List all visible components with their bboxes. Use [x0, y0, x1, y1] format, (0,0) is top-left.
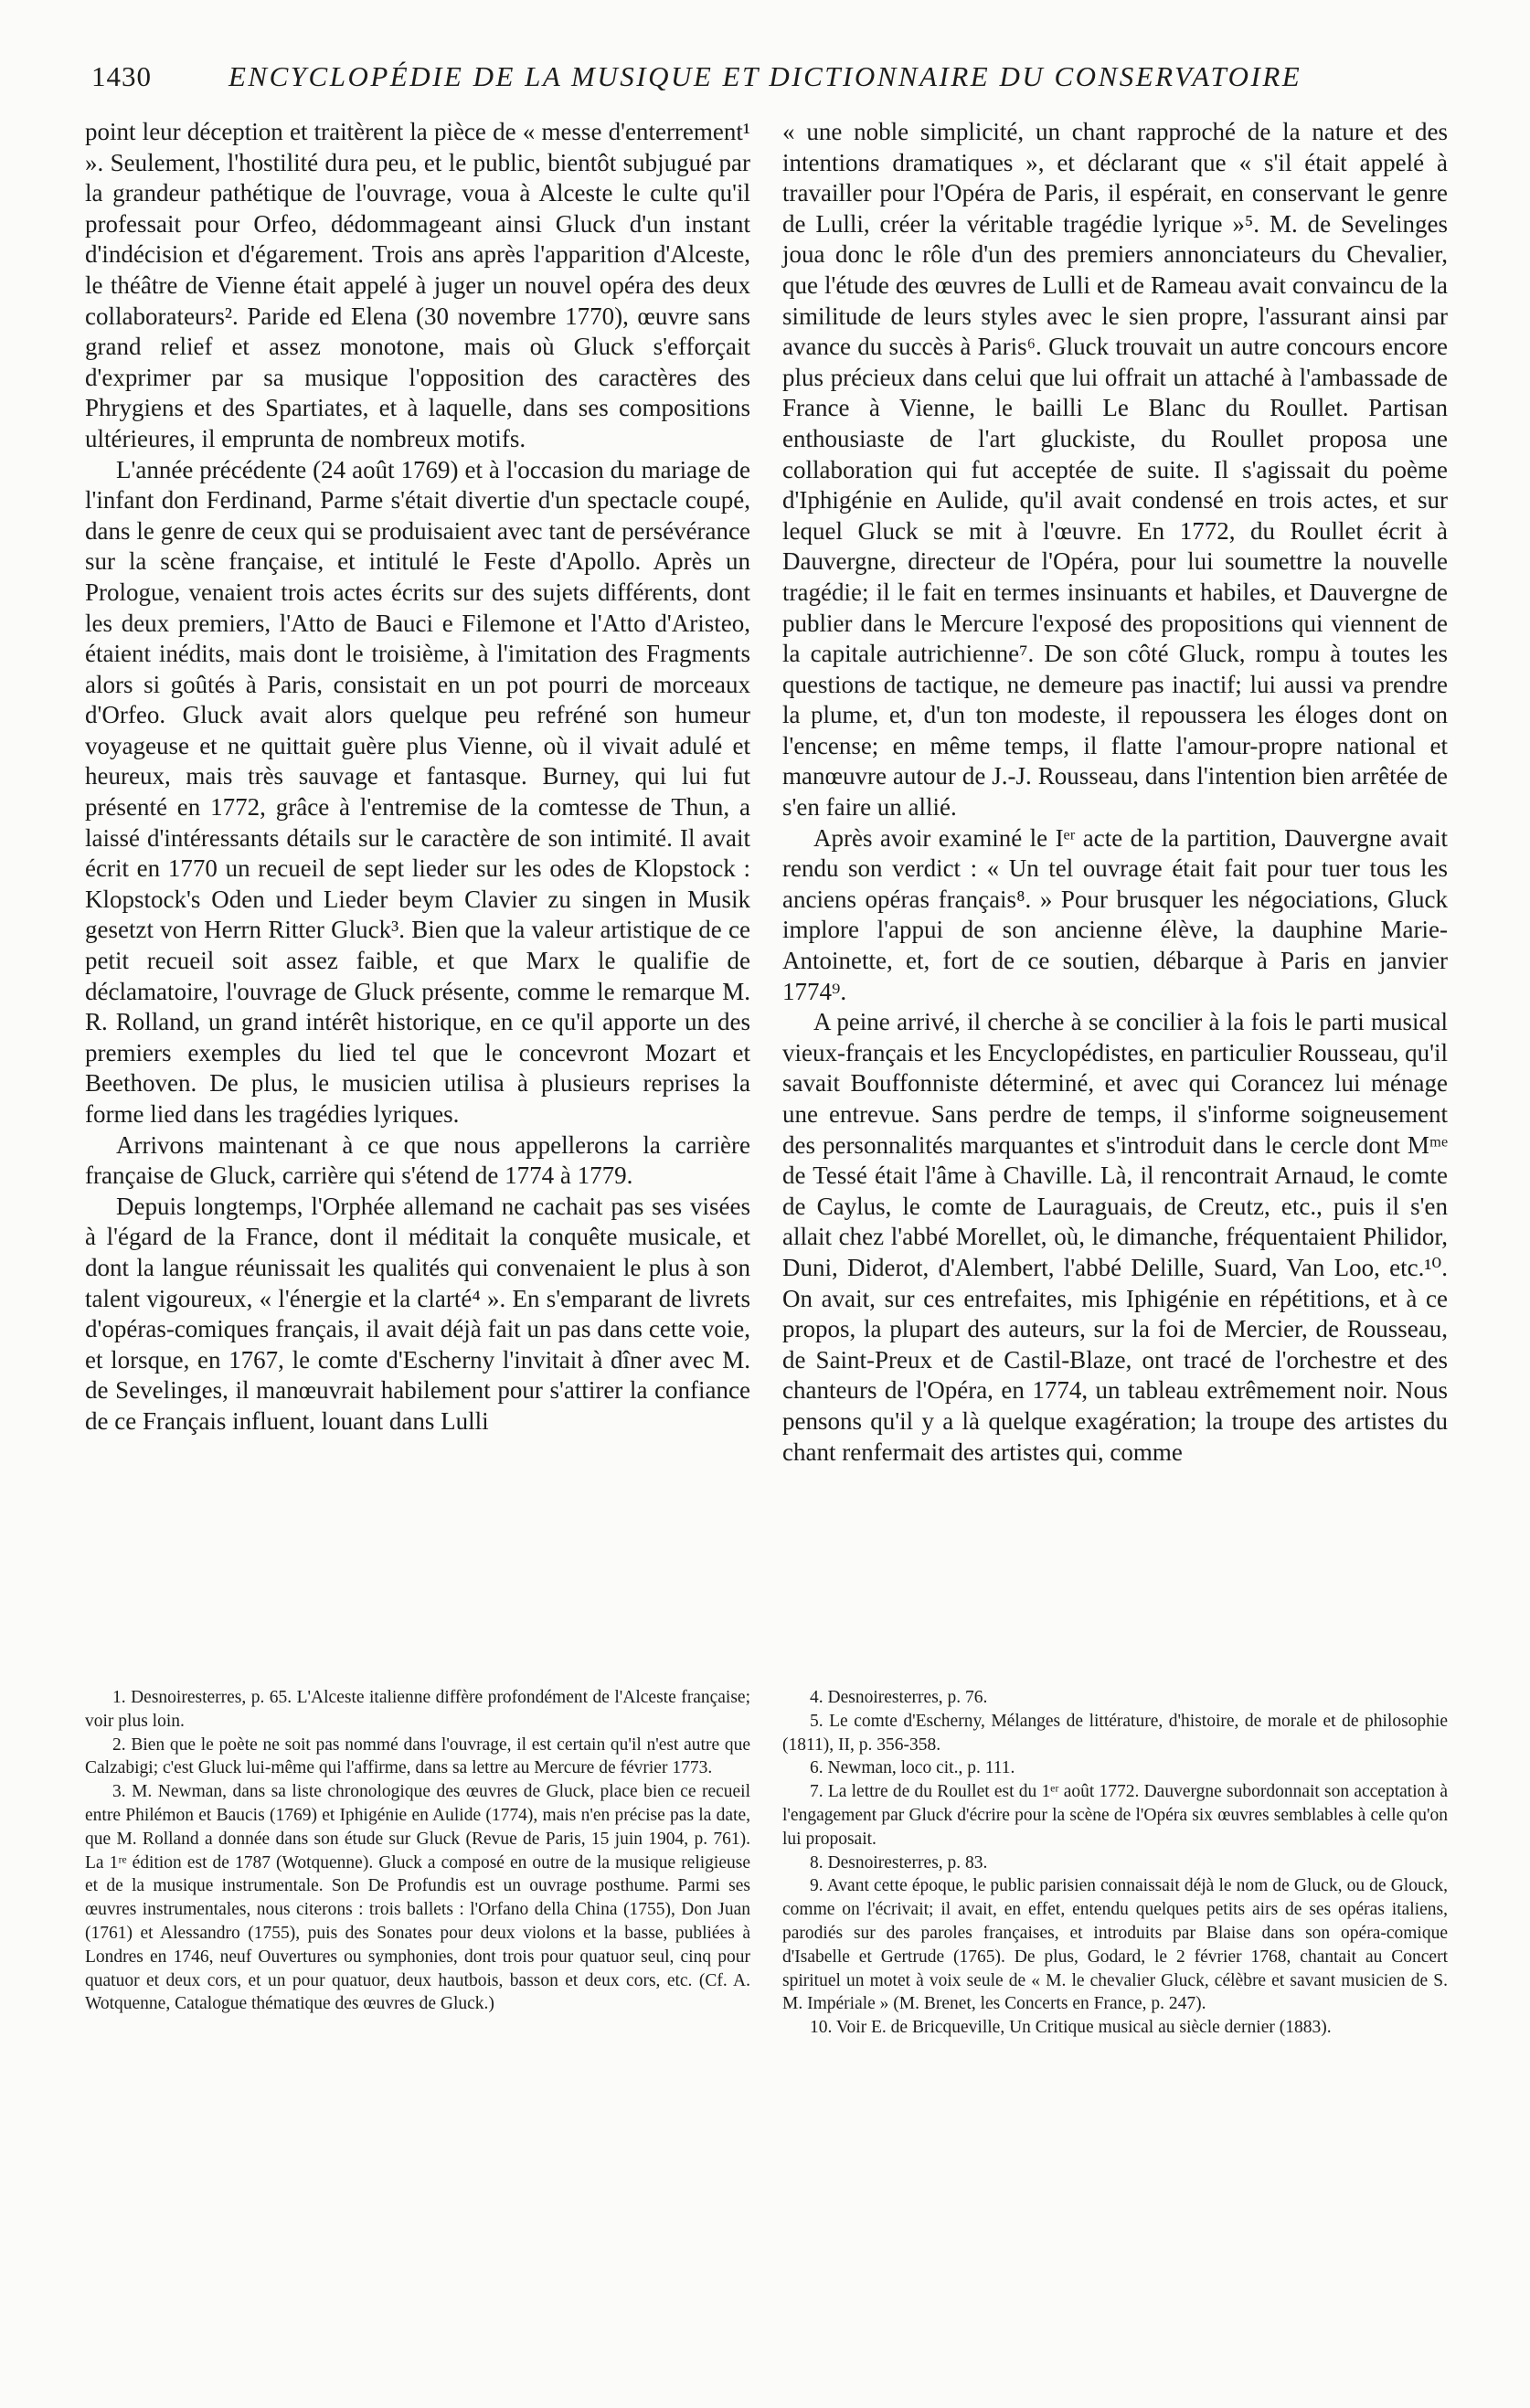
page-header	[91, 60, 1439, 102]
footnote: 7. La lettre de du Roullet est du 1ᵉʳ août 1772. Dauvergne subordonnait son acceptation à l'engagement par Gluck d'écrire pour la scène de l'Opéra six œuvres semblables à celle qu'on lui proposait.	[782, 1782, 1448, 1849]
footnote: 10. Voir E. de Bricqueville, Un Critique musical au siècle dernier (1883).	[810, 2018, 1332, 2038]
footnote: 9. Avant cette époque, le public parisien connaissait déjà le nom de Gluck, ou de Glouck, comme on l'écrivait; il avait, en effet, entendu quelques petits airs de ses opéras italiens, parodiés sur des paroles françaises, et introduits par Blaise dans son opéra-comique d'Isabelle et Gertrude (1765). De plus, Godard, le 2 février 1768, chantait au Concert spirituel un motet à voix seule de « M. le chevalier Gluck, célèbre et savant musicien de S. M. Impériale » (M. Brenet, les Concerts en France, p. 247).	[782, 1876, 1448, 2014]
footnote: 2. Bien que le poète ne soit pas nommé dans l'ouvrage, il est certain qu'il n'est autre que Calzabigi; c'est Gluck lui-même qui l'affirme, dans sa lettre au Mercure de février 1773.	[85, 1734, 750, 1778]
paragraph: Après avoir examiné le Iᵉʳ acte de la partition, Dauvergne avait rendu son verdict : « Un tel ouvrage était fait pour tuer tous les anciens opéras français⁸. » Pour brusquer les négociations, Gluck implore l'appui de son ancienne élève, la dauphine Marie-Antoinette, et, fort de ce soutien, débarque à Paris en janvier 1774⁹.	[782, 823, 1448, 1005]
left-text-column	[85, 117, 750, 1437]
footnotes-left	[85, 1686, 750, 2016]
footnote: 4. Desnoiresterres, p. 76.	[810, 1688, 988, 1707]
paragraph: Arrivons maintenant à ce que nous appellerons la carrière française de Gluck, carrière qui s'étend de 1774 à 1779.	[85, 1130, 750, 1190]
paragraph: point leur déception et traitèrent la pièce de « messe d'enterrement¹ ». Seulement, l'hostilité dura peu, et le public, bientôt subjugué par la grandeur pathétique de l'ouvrage, voua à Alceste le culte qu'il professait pour Orfeo, dédommageant ainsi Gluck d'un instant d'indécision et d'égarement. Trois ans après l'apparition d'Alceste, le théâtre de Vienne était appelé à juger un nouvel opéra des deux collaborateurs². Paride ed Elena (30 novembre 1770), œuvre sans grand relief et assez monotone, mais où Gluck s'efforçait d'exprimer par sa musique l'opposition des caractères des Phrygiens et des Spartiates, et à laquelle, dans ses compositions ultérieures, il emprunta de nombreux motifs.	[85, 118, 750, 452]
footnote: 5. Le comte d'Escherny, Mélanges de littérature, d'histoire, de morale et de philosophie (1811), II, p. 356-358.	[782, 1711, 1448, 1755]
footnotes-right	[782, 1686, 1448, 2040]
footnote: 6. Newman, loco cit., p. 111.	[810, 1758, 1015, 1778]
right-text-column	[782, 117, 1448, 1468]
footnote: 1. Desnoiresterres, p. 65. L'Alceste italienne diffère profondément de l'Alceste française; voir plus loin.	[85, 1688, 750, 1731]
page-number: 1430	[91, 60, 152, 92]
footnote: 8. Desnoiresterres, p. 83.	[810, 1852, 988, 1872]
paragraph: Depuis longtemps, l'Orphée allemand ne cachait pas ses visées à l'égard de la France, dont il méditait la conquête musicale, et dont la langue réunissait les qualités qui convenaient le plus à son talent vigoureux, « l'énergie et la clarté⁴ ». En s'emparant de livrets d'opéras-comiques français, il avait déjà fait un pas dans cette voie, et lorsque, en 1767, le comte d'Escherny l'invitait à dîner avec M. de Sevelinges, il manœuvrait habilement pour s'attirer la confiance de ce Français influent, louant dans Lulli	[85, 1192, 750, 1435]
running-title: ENCYCLOPÉDIE DE LA MUSIQUE ET DICTIONNAIRE DU CONSERVATOIRE	[228, 60, 1302, 92]
paragraph: « une noble simplicité, un chant rapproché de la nature et des intentions dramatiques », et déclarant que « s'il était appelé à travailler pour l'Opéra de Paris, il espérait, en conservant le genre de Lulli, créer la véritable tragédie lyrique »⁵. M. de Sevelinges joua donc le rôle d'un des premiers annonciateurs du Chevalier, que l'étude des œuvres de Lulli et de Rameau avait convaincu de la similitude de leurs styles avec le sien propre, l'assurant ainsi par avance du succès à Paris⁶. Gluck trouvait un autre concours encore plus précieux dans celui que lui offrait un attaché à l'ambassade de France à Vienne, le bailli Le Blanc du Roullet. Partisan enthousiaste de l'art gluckiste, du Roullet proposa une collaboration qui fut acceptée de suite. Il s'agissait du poème d'Iphigénie en Aulide, qu'il avait condensé en trois actes, et sur lequel Gluck se mit à l'œuvre. En 1772, du Roullet écrit à Dauvergne, directeur de l'Opéra, pour lui soumettre la nouvelle tragédie; il le fait en termes insinuants et habiles, et Dauvergne de publier dans le Mercure l'exposé des propositions qui viennent de la capitale autrichienne⁷. De son côté Gluck, rompu à toutes les questions de tactique, ne demeure pas inactif; lui aussi va prendre la plume, et, d'un ton modeste, il repoussera les éloges dont on l'encense; en même temps, il flatte l'amour-propre national et manœuvre autour de J.-J. Rousseau, dans l'intention bien arrêtée de s'en faire un allié.	[782, 118, 1448, 822]
paragraph: L'année précédente (24 août 1769) et à l'occasion du mariage de l'infant don Ferdinand, Parme s'était divertie d'un spectacle coupé, dans le genre de ceux qui se produisaient avec tant de persévérance sur la scène française, et intitulé le Feste d'Apollo. Après un Prologue, venaient trois actes écrits sur des sujets différents, dont les deux premiers, l'Atto de Bauci e Filemone et l'Atto d'Aristeo, étaient inédits, mais dont le troisième, à l'imitation des Fragments alors si goûtés à Paris, consistait en un pot pourri de morceaux d'Orfeo. Gluck avait alors quelque peu refréné son humeur voyageuse et ne quittait guère plus Vienne, où il vivait adulé et heureux, mais très sauvage et fantasque. Burney, qui lui fut présenté en 1772, grâce à l'entremise de la comtesse de Thun, a laissé d'intéressants détails sur le caractère de son intimité. Il avait écrit en 1770 un recueil de sept lieder sur les odes de Klopstock : Klopstock's Oden und Lieder beym Clavier zu singen in Musik gesetzt von Herrn Ritter Gluck³. Bien que la valeur artistique de ce petit recueil soit assez faible, et que Marx le qualifie de déclamatoire, l'ouvrage de Gluck présente, comme le remarque M. R. Rolland, un grand intérêt historique, en ce qu'il apporte un des premiers exemples du lied tel que le concevront Mozart et Beethoven. De plus, le musicien utilisa à plusieurs reprises la forme lied dans les tragédies lyriques.	[85, 455, 750, 1128]
footnote: 3. M. Newman, dans sa liste chronologique des œuvres de Gluck, place bien ce recueil entre Philémon et Baucis (1769) et Iphigénie en Aulide (1774), mais n'en précise pas la date, que M. Rolland a donnée dans son étude sur Gluck (Revue de Paris, 15 juin 1904, p. 761). La 1ʳᵉ édition est de 1787 (Wotquenne). Gluck a composé en outre de la musique religieuse et de la musique instrumentale. Son De Profundis est un ouvrage posthume. Parmi ses œuvres instrumentales, nous citerons : trois ballets : l'Orfano della China (1755), Don Juan (1761) et Alessandro (1755), puis des Sonates pour deux violons et la basse, publiées à Londres en 1746, neuf Ouvertures ou symphonies, dont trois pour quatuor seul, cinq pour quatuor et deux cors, et un pour quatuor, deux hautbois, basson et deux cors, etc. (Cf. A. Wotquenne, Catalogue thématique des œuvres de Gluck.)	[85, 1782, 750, 2014]
paragraph: A peine arrivé, il cherche à se concilier à la fois le parti musical vieux-français et les Encyclopédistes, en particulier Rousseau, qu'il savait Bouffonniste déterminé, et avec qui Corancez lui ménage une entrevue. Sans perdre de temps, il s'informe soigneusement des personnalités marquantes et s'introduit dans le cercle dont Mᵐᵉ de Tessé était l'âme à Chaville. Là, il rencontrait Arnaud, le comte de Caylus, le comte de Lauraguais, de Creutz, etc., puis il s'en allait chez l'abbé Morellet, où, le dimanche, fréquentaient Philidor, Duni, Diderot, d'Alembert, l'abbé Delille, Suard, Van Loo, etc.¹⁰. On avait, sur ces entrefaites, mis Iphigénie en répétitions, et à ce propos, la plupart des auteurs, sur la foi de Mercier, de Rousseau, de Saint-Preux et de Castil-Blaze, ont tracé de l'orchestre et des chanteurs de l'Opéra, en 1774, un tableau extrêmement noir. Nous pensons qu'il y a là quelque exagération; la troupe des artistes du chant renfermait des artistes qui, comme	[782, 1008, 1448, 1466]
